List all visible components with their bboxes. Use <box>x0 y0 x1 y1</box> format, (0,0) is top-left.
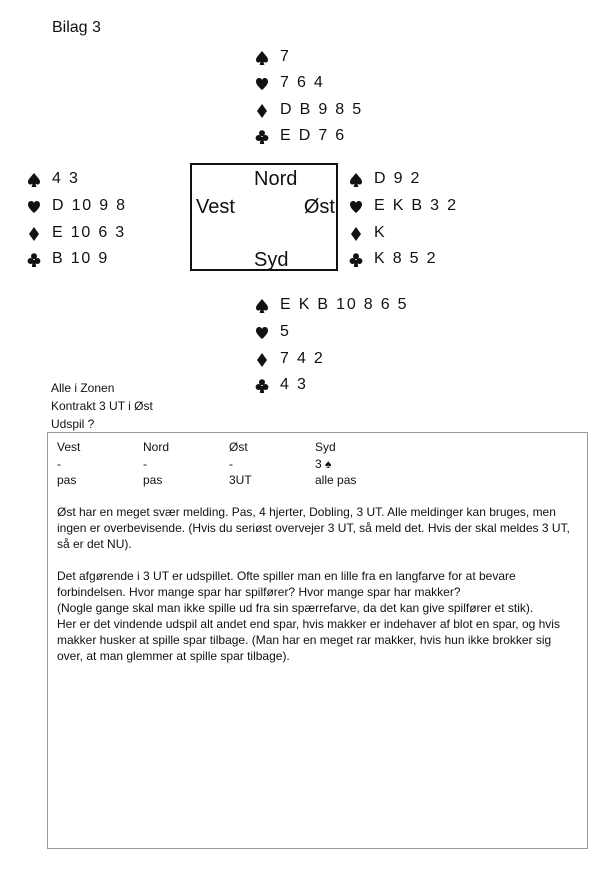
diamond-icon <box>255 352 269 368</box>
bid-cell: 3 ♠ <box>315 457 332 471</box>
south-diamonds: 7 4 2 <box>280 350 325 367</box>
commentary-line: (Nogle gange skal man ikke spille ud fra sin spærrefarve, da det kan give spilfører et stik). <box>57 601 534 615</box>
spade-icon <box>255 298 269 314</box>
heart-icon <box>255 325 269 341</box>
commentary-line: Det afgørende i 3 UT er udspillet. Ofte spiller man en lille fra en langfarve for at bevare <box>57 569 516 583</box>
page-title: Bilag 3 <box>52 19 101 36</box>
club-icon <box>27 252 41 268</box>
bid-cell: alle pas <box>315 473 357 487</box>
commentary-line: makker husker at spille spar tilbage. (Man har en meget rar makker, hvis hun ikke brokker sig <box>57 633 552 647</box>
west-clubs: B 10 9 <box>52 250 110 267</box>
commentary-paragraph-1 <box>57 504 577 552</box>
heart-icon <box>255 76 269 92</box>
bid-header-syd: Syd <box>315 440 336 454</box>
east-diamonds: K <box>374 224 387 241</box>
club-icon <box>255 129 269 145</box>
commentary-line: Her er det vindende udspil alt andet end spar, hvis makker er indehaver af blot en spar, og hvis <box>57 617 560 631</box>
commentary-line: over, at man glemmer at spille spar tilbage). <box>57 649 290 663</box>
club-icon <box>255 378 269 394</box>
heart-icon <box>27 199 41 215</box>
diamond-icon <box>27 226 41 242</box>
south-spades: E K B 10 8 6 5 <box>280 296 409 313</box>
compass-south: Syd <box>254 249 289 271</box>
bid-header-vest: Vest <box>57 440 81 454</box>
north-diamonds: D B 9 8 5 <box>280 101 363 118</box>
south-clubs: 4 3 <box>280 376 308 393</box>
commentary-line: ingen er overbevisende. (Hvis du seriøst overvejer 3 UT, så meld det. Hvis der skal meldes 3 UT, <box>57 521 570 535</box>
north-hearts: 7 6 4 <box>280 74 325 91</box>
bid-cell: - <box>143 457 147 471</box>
commentary-line: Øst har en meget svær melding. Pas, 4 hjerter, Dobling, 3 UT. Alle meldinger kan bruges, men <box>57 505 556 519</box>
club-icon <box>349 252 363 268</box>
commentary-line: så er det NU). <box>57 537 132 551</box>
compass-north: Nord <box>254 168 298 190</box>
heart-icon <box>349 199 363 215</box>
west-diamonds: E 10 6 3 <box>52 224 127 241</box>
bid-cell: 3UT <box>229 473 252 487</box>
bid-header-oest: Øst <box>229 440 248 454</box>
bid-cell: pas <box>57 473 77 487</box>
north-spades: 7 <box>280 48 291 65</box>
south-hearts: 5 <box>280 323 291 340</box>
diamond-icon <box>349 226 363 242</box>
east-hearts: E K B 3 2 <box>374 197 458 214</box>
compass-west: Vest <box>196 196 235 218</box>
spade-icon <box>27 172 41 188</box>
lead-question: Udspil ? <box>51 417 95 431</box>
north-clubs: E D 7 6 <box>280 127 346 144</box>
west-hearts: D 10 9 8 <box>52 197 127 214</box>
east-spades: D 9 2 <box>374 170 422 187</box>
west-spades: 4 3 <box>52 170 80 187</box>
commentary-paragraph-2 <box>57 568 577 664</box>
compass-box <box>190 163 338 271</box>
spade-icon <box>349 172 363 188</box>
commentary-panel <box>47 432 588 849</box>
zone-info: Alle i Zonen <box>51 381 115 395</box>
diamond-icon <box>255 103 269 119</box>
bid-cell: - <box>229 457 233 471</box>
compass-east: Øst <box>303 196 335 218</box>
commentary-line: forbindelsen. Hvor mange spar har spilfører? Hvor mange spar har makker? <box>57 585 461 599</box>
east-clubs: K 8 5 2 <box>374 250 438 267</box>
spade-icon <box>255 50 269 66</box>
bid-cell: - <box>57 457 61 471</box>
bid-header-nord: Nord <box>143 440 170 454</box>
bid-cell: pas <box>143 473 163 487</box>
contract-info: Kontrakt 3 UT i Øst <box>51 399 153 413</box>
